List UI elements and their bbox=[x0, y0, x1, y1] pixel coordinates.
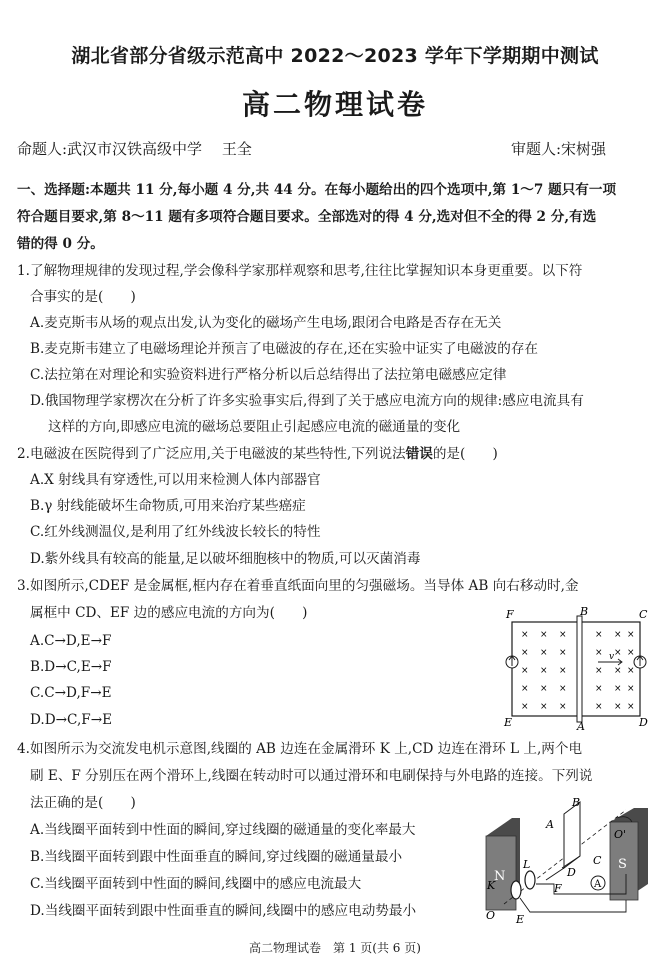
label-e: E bbox=[504, 716, 513, 729]
slip-ring-l bbox=[525, 871, 535, 889]
author-line: 命题人:武汉市汉铁高级中学 王全 bbox=[17, 140, 252, 158]
q2-stem-emphasis: 错误 bbox=[405, 446, 433, 462]
q4-label-f: F bbox=[554, 882, 562, 895]
q3-stem-2: 属框中 CD、EF 边的感应电流的方向为( ) bbox=[30, 605, 308, 621]
field-cross-mark: × bbox=[627, 702, 635, 712]
field-cross-mark: × bbox=[521, 684, 529, 694]
north-pole-label: N bbox=[494, 869, 506, 884]
q3-option-c: C.C→D,F→E bbox=[30, 685, 112, 701]
page-footer: 高二物理试卷 第 1 页(共 6 页) bbox=[249, 941, 421, 955]
reviewer-line: 审题人:宋树强 bbox=[511, 140, 607, 158]
q3-option-a: A.C→D,E→F bbox=[30, 633, 112, 649]
velocity-label: v bbox=[609, 652, 615, 662]
slip-ring-k bbox=[511, 881, 521, 899]
q1-option-c: C.法拉第在对理论和实验资料进行严格分析以后总结得出了法拉第电磁感应定律 bbox=[30, 367, 507, 383]
field-cross-mark: × bbox=[521, 702, 529, 712]
field-cross-mark: × bbox=[595, 666, 603, 676]
field-cross-mark: × bbox=[559, 684, 567, 694]
field-cross-mark: × bbox=[627, 684, 635, 694]
field-cross-mark: × bbox=[521, 666, 529, 676]
exam-title: 湖北省部分省级示范高中 2022～2023 学年下学期期中测试 bbox=[71, 45, 599, 67]
field-cross-mark: × bbox=[521, 648, 529, 658]
q2-option-a: A.X 射线具有穿透性,可以用来检测人体内部器官 bbox=[30, 472, 321, 488]
q4-stem-1: 4.如图所示为交流发电机示意图,线圈的 AB 边连在金属滑环 K 上,CD 边连在滑环 L 上,两个电 bbox=[17, 741, 583, 757]
field-cross-mark: × bbox=[595, 684, 603, 694]
section-intro-1: 一、选择题:本题共 11 分,每小题 4 分,共 44 分。在每小题给出的四个选项中,第 1～7 题只有一项 bbox=[17, 182, 617, 198]
label-f: F bbox=[506, 608, 514, 621]
q1-option-d-2: 这样的方向,即感应电流的磁场总要阻止引起感应电流的磁通量的变化 bbox=[48, 419, 461, 435]
section-intro-3: 错的得 0 分。 bbox=[17, 236, 104, 252]
field-cross-mark: × bbox=[595, 630, 603, 640]
field-cross-mark: × bbox=[521, 630, 529, 640]
field-cross-mark: × bbox=[614, 648, 622, 658]
q3-option-d: D.D→C,F→E bbox=[30, 712, 113, 728]
conductor-rod-ab bbox=[577, 616, 582, 722]
q4-label-b: B bbox=[572, 796, 581, 809]
field-cross-mark: × bbox=[559, 666, 567, 676]
q4-stem-3: 法正确的是( ) bbox=[30, 795, 136, 811]
field-cross-mark: × bbox=[595, 648, 603, 658]
field-cross-mark: × bbox=[614, 630, 622, 640]
q2-option-c: C.红外线测温仪,是利用了红外线波长较长的特性 bbox=[30, 524, 321, 540]
q2-option-d: D.紫外线具有较高的能量,足以破坏细胞核中的物质,可以灭菌消毒 bbox=[30, 551, 421, 567]
q4-label-e: E bbox=[516, 913, 525, 924]
q2-option-b: B.γ 射线能破坏生命物质,可用来治疗某些癌症 bbox=[30, 498, 306, 514]
field-cross-mark: × bbox=[559, 630, 567, 640]
field-cross-mark: × bbox=[627, 630, 635, 640]
q2-stem-pre: 2.电磁波在医院得到了广泛应用,关于电磁波的某些特性,下列说法 bbox=[17, 446, 406, 462]
q3-metal-frame-figure bbox=[500, 606, 660, 730]
q4-label-d: D bbox=[567, 866, 576, 879]
q3-stem-1: 3.如图所示,CDEF 是金属框,框内存在着垂直纸面向里的匀强磁场。当导体 AB 向右移动时,金 bbox=[17, 578, 579, 594]
q4-label-o: O bbox=[486, 909, 496, 922]
q2-stem-post: 的是( ) bbox=[432, 446, 498, 462]
q4-label-k: K bbox=[487, 879, 496, 892]
field-cross-mark: × bbox=[540, 666, 548, 676]
q1-option-b: B.麦克斯韦建立了电磁场理论并预言了电磁波的存在,还在实验中证实了电磁波的存在 bbox=[30, 341, 539, 357]
q4-option-b: B.当线圈平面转到跟中性面垂直的瞬间,穿过线圈的磁通量最小 bbox=[30, 849, 403, 865]
q4-option-c: C.当线圈平面转到中性面的瞬间,线圈中的感应电流最大 bbox=[30, 876, 362, 892]
q4-option-d: D.当线圈平面转到跟中性面垂直的瞬间,线圈中的感应电动势最小 bbox=[30, 903, 417, 919]
q4-label-a: A bbox=[546, 818, 554, 831]
field-cross-mark: × bbox=[540, 684, 548, 694]
q4-option-a: A.当线圈平面转到中性面的瞬间,穿过线圈的磁通量的变化率最大 bbox=[30, 822, 416, 838]
label-c: C bbox=[639, 608, 648, 621]
q1-stem-2: 合事实的是( ) bbox=[30, 289, 136, 305]
field-cross-mark: × bbox=[559, 648, 567, 658]
label-a: A bbox=[577, 720, 585, 730]
field-cross-mark: × bbox=[614, 684, 622, 694]
q4-label-o1: O' bbox=[614, 828, 627, 841]
south-pole-label: S bbox=[618, 857, 627, 872]
q3-option-b: B.D→C,E→F bbox=[30, 659, 112, 675]
label-d: D bbox=[639, 716, 648, 729]
label-b: B bbox=[580, 606, 589, 618]
exam-subtitle: 高二物理试卷 bbox=[241, 88, 428, 121]
q1-stem-1: 1.了解物理规律的发现过程,学会像科学家那样观察和思考,往往比掌握知识本身更重要。以下符 bbox=[17, 263, 583, 279]
field-cross-mark: × bbox=[559, 702, 567, 712]
q2-stem bbox=[17, 445, 498, 463]
field-cross-mark: × bbox=[540, 630, 548, 640]
field-cross-mark: × bbox=[627, 648, 635, 658]
q4-stem-2: 刷 E、F 分别压在两个滑环上,线圈在转动时可以通过滑环和电刷保持与外电路的连接。下列说 bbox=[30, 768, 593, 784]
q4-label-c: C bbox=[593, 854, 602, 867]
field-cross-mark: × bbox=[540, 702, 548, 712]
ammeter-label: A bbox=[594, 879, 602, 890]
q1-option-d-1: D.俄国物理学家楞次在分析了许多实验事实后,得到了关于感应电流方向的规律:感应电流具有 bbox=[30, 393, 584, 409]
field-cross-mark: × bbox=[627, 666, 635, 676]
section-intro-2: 符合题目要求,第 8～11 题有多项符合题目要求。全部选对的得 4 分,选对但不全的得 2 分,有选 bbox=[17, 209, 597, 225]
field-cross-mark: × bbox=[540, 648, 548, 658]
field-cross-mark: × bbox=[614, 702, 622, 712]
field-cross-mark: × bbox=[614, 666, 622, 676]
q4-label-l: L bbox=[523, 858, 531, 871]
q1-option-a: A.麦克斯韦从场的观点出发,认为变化的磁场产生电场,跟闭合电路是否存在无关 bbox=[30, 315, 502, 331]
field-cross-mark: × bbox=[595, 702, 603, 712]
q4-generator-figure bbox=[476, 792, 666, 924]
